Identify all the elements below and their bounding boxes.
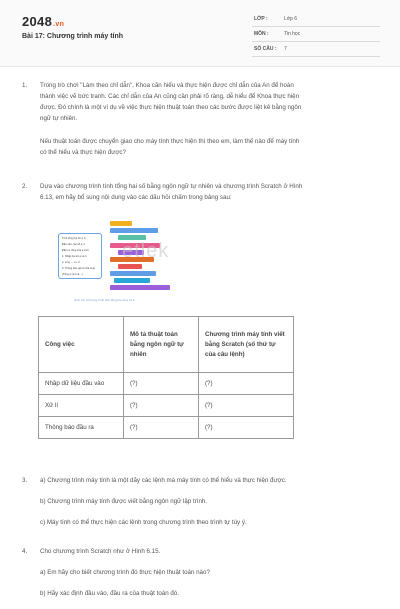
- scratch-block-event: [110, 221, 132, 226]
- question-1-followup: [40, 136, 378, 158]
- table-header-row: [39, 317, 294, 373]
- logo-number: 2048: [22, 14, 53, 29]
- scratch-block: [114, 278, 150, 283]
- option-item: b) Hãy xác định đầu vào, đầu ra của thuật toán đó.: [40, 590, 179, 597]
- table-header-cell: Chương trình máy tính viết bằng Scratch (số thứ tự của câu lệnh): [199, 317, 294, 373]
- option-item: b) Chương trình máy tính được viết bằng ngôn ngữ lập trình.: [40, 498, 208, 505]
- answer-table: [38, 316, 294, 439]
- meta-label: LỚP :: [254, 16, 268, 22]
- meta-row-count: [252, 42, 380, 57]
- option-item: a) Chương trình máy tính là một dãy các lệnh mà máy tính có thể hiểu và thực hiện được.: [40, 477, 287, 484]
- table-cell: (?): [199, 395, 294, 417]
- meta-row-grade: [252, 12, 380, 27]
- scratch-block: [110, 285, 170, 290]
- watermark-text: etlek: [122, 240, 170, 262]
- table-cell: Xử lí: [39, 395, 124, 417]
- panel-line: 2. tong ← a + b: [62, 261, 80, 264]
- question-number: 3.: [22, 477, 28, 484]
- text-line: thành việc vẽ bức tranh. Các chỉ dẫn của An cũng cần phải rõ ràng, dễ hiểu để Khoa thực hiện: [40, 93, 300, 100]
- text-line: có thể hiểu và thực hiện được?: [40, 149, 126, 156]
- text-line: Cho chương trình Scratch như ở Hình 6.15.: [40, 548, 161, 555]
- question-text: [40, 475, 378, 538]
- table-cell: Thông báo đầu ra: [39, 417, 124, 439]
- table-cell: Nhập dữ liệu đầu vào: [39, 373, 124, 395]
- table-header-cell: Công việc: [39, 317, 124, 373]
- table-cell: (?): [199, 417, 294, 439]
- panel-line: Tính tổng hai số a, b: [62, 237, 86, 240]
- lesson-title: Bài 17: Chương trình máy tính: [22, 33, 124, 40]
- text-line: ngữ tự nhiên.: [40, 115, 78, 122]
- table-cell: (?): [124, 373, 199, 395]
- scratch-block: [118, 264, 142, 269]
- meta-row-subject: [252, 27, 380, 42]
- panel-line: Đầu vào: hai số a, b: [62, 243, 86, 246]
- meta-label: SỐ CÂU :: [254, 46, 277, 52]
- panel-line: Đầu ra: tổng của a và b: [62, 249, 89, 252]
- question-text: [40, 181, 378, 203]
- table-cell: (?): [199, 373, 294, 395]
- option-item: a) Em hãy cho biết chương trình đó thực hiện thuật toán nào?: [40, 569, 210, 576]
- question-number: 2.: [22, 183, 28, 190]
- logo-suffix: .vn: [53, 21, 65, 28]
- question-number: 4.: [22, 548, 28, 555]
- meta-value: 7: [284, 46, 287, 52]
- question-text: [40, 80, 378, 124]
- text-line: Nếu thuật toán được chuyển giao cho máy tính thực hiện thì theo em, làm thế nào để máy tính: [40, 138, 300, 145]
- text-line: 6.13, em hãy bổ sung nội dung vào các dấu hỏi chấm trong bảng sau:: [40, 194, 232, 201]
- meta-value: Tin học: [284, 31, 301, 37]
- table-cell: (?): [124, 395, 199, 417]
- table-header-cell: Mô tả thuật toán bằng ngôn ngữ tự nhiên: [124, 317, 199, 373]
- table-cell: (?): [124, 417, 199, 439]
- option-item: c) Máy tính có thể thực hiện các lệnh trong chương trình theo trình tự tùy ý.: [40, 519, 247, 526]
- algorithm-panel: [58, 233, 102, 279]
- figure-caption: Hình 13. Chương trình tính tổng hai số a và b: [74, 298, 135, 302]
- meta-label: MÔN :: [254, 31, 269, 37]
- question-number: 1.: [22, 82, 28, 89]
- panel-line: 1. Nhập hai số a và b: [62, 255, 87, 258]
- panel-line: (Tổng a và b là ...): [62, 273, 84, 276]
- panel-line: 3. Thông báo giá trị của tong: [62, 267, 95, 270]
- text-line: được. Đó chính là một ví dụ về việc thực hiện thuật toán theo các bước được liệt kê bằng ngôn: [40, 104, 302, 111]
- text-line: Trong trò chơi "Làm theo chỉ dẫn", Khoa căn hiểu và thực hiện được chỉ dẫn của An để hoàn: [40, 82, 294, 89]
- scratch-block: [110, 271, 156, 276]
- table-row: [39, 373, 294, 395]
- table-row: [39, 417, 294, 439]
- scratch-block: [110, 228, 158, 233]
- page-header: [0, 0, 400, 67]
- meta-value: Lớp 6: [284, 16, 298, 22]
- text-line: Dựa vào chương trình tính tổng hai số bằng ngôn ngữ tự nhiên và chương trình Scratch ở Hình: [40, 183, 303, 190]
- table-row: [39, 395, 294, 417]
- site-logo[interactable]: [22, 14, 64, 29]
- lesson-meta: [252, 12, 380, 57]
